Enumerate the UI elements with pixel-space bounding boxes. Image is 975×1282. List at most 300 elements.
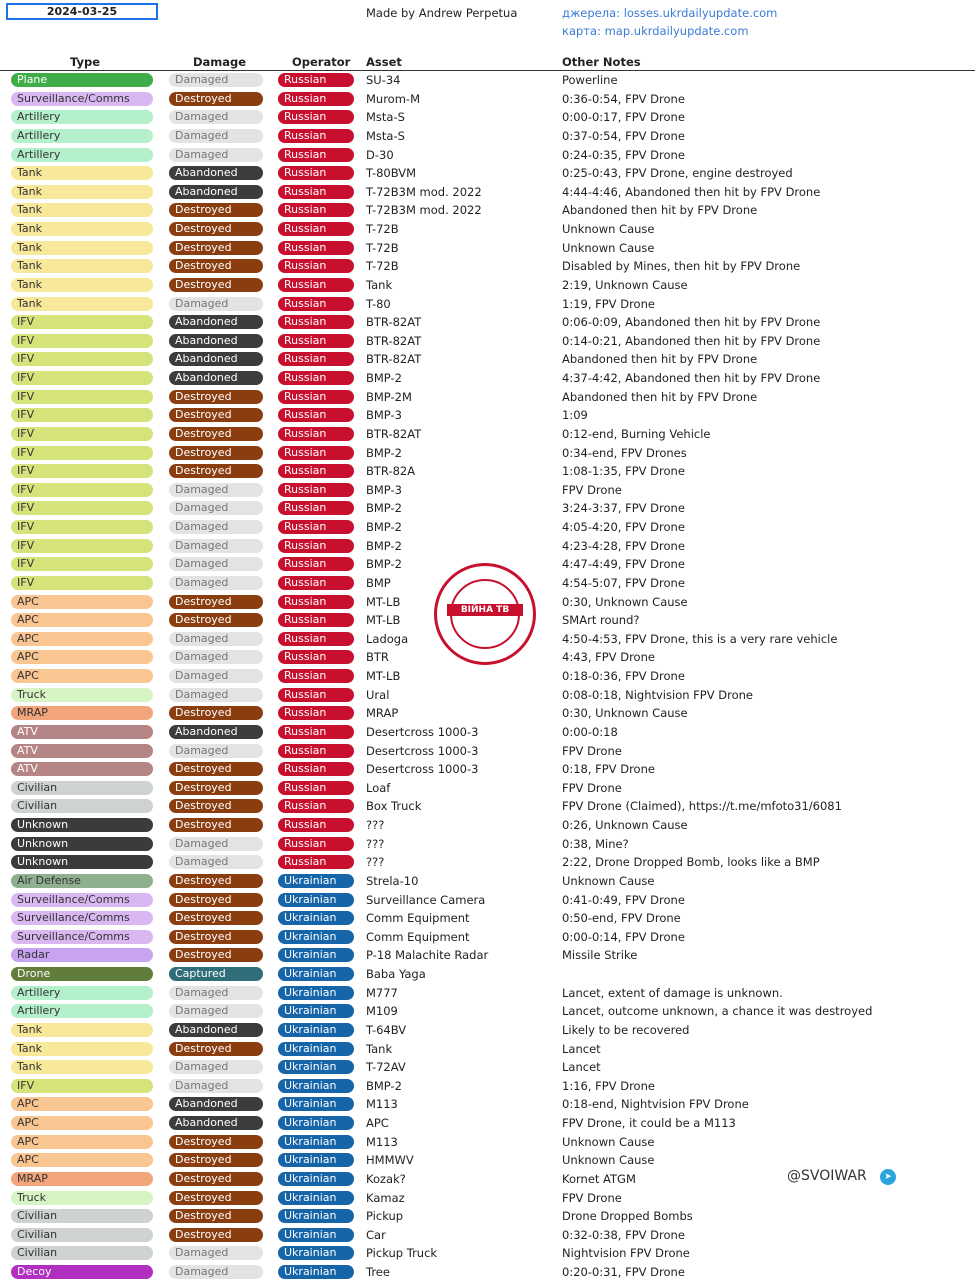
notes-cell[interactable]: 4:23-4:28, FPV Drone bbox=[562, 538, 685, 553]
type-chip[interactable]: Tank bbox=[11, 1060, 153, 1074]
operator-chip[interactable]: Ukrainian bbox=[278, 1004, 354, 1018]
damage-chip[interactable]: Abandoned bbox=[169, 334, 263, 348]
operator-chip[interactable]: Russian bbox=[278, 148, 354, 162]
damage-chip[interactable]: Damaged bbox=[169, 669, 263, 683]
operator-chip[interactable]: Russian bbox=[278, 446, 354, 460]
operator-chip[interactable]: Russian bbox=[278, 613, 354, 627]
type-chip[interactable]: Tank bbox=[11, 1023, 153, 1037]
notes-cell[interactable]: 0:30, Unknown Cause bbox=[562, 706, 688, 721]
damage-chip[interactable]: Damaged bbox=[169, 837, 263, 851]
asset-cell[interactable]: Ladoga bbox=[366, 631, 409, 646]
damage-chip[interactable]: Destroyed bbox=[169, 818, 263, 832]
damage-chip[interactable]: Damaged bbox=[169, 1246, 263, 1260]
damage-chip[interactable]: Damaged bbox=[169, 1079, 263, 1093]
asset-cell[interactable]: MT-LB bbox=[366, 613, 401, 628]
asset-cell[interactable]: BTR-82AT bbox=[366, 426, 422, 441]
type-chip[interactable]: Unknown bbox=[11, 818, 153, 832]
operator-chip[interactable]: Ukrainian bbox=[278, 986, 354, 1000]
type-chip[interactable]: APC bbox=[11, 669, 153, 683]
notes-cell[interactable]: FPV Drone (Claimed), https://t.me/mfoto31/6081 bbox=[562, 799, 842, 814]
operator-chip[interactable]: Russian bbox=[278, 632, 354, 646]
asset-cell[interactable]: M113 bbox=[366, 1097, 398, 1112]
type-chip[interactable]: Civilian bbox=[11, 1228, 153, 1242]
asset-cell[interactable]: ??? bbox=[366, 818, 385, 832]
notes-cell[interactable]: 0:34-end, FPV Drones bbox=[562, 445, 687, 460]
damage-chip[interactable]: Damaged bbox=[169, 632, 263, 646]
asset-cell[interactable]: Msta-S bbox=[366, 110, 405, 125]
notes-cell[interactable]: 0:00-0:14, FPV Drone bbox=[562, 929, 685, 944]
type-chip[interactable]: Tank bbox=[11, 166, 153, 180]
type-chip[interactable]: Tank bbox=[11, 222, 153, 236]
notes-cell[interactable]: Kornet ATGM bbox=[562, 1171, 636, 1186]
notes-cell[interactable]: 0:32-0:38, FPV Drone bbox=[562, 1227, 685, 1242]
damage-chip[interactable]: Abandoned bbox=[169, 352, 263, 366]
notes-cell[interactable]: Unknown Cause bbox=[562, 222, 655, 236]
asset-cell[interactable]: Desertcross 1000-3 bbox=[366, 762, 479, 777]
asset-cell[interactable]: BMP bbox=[366, 575, 391, 590]
operator-chip[interactable]: Ukrainian bbox=[278, 1060, 354, 1074]
notes-cell[interactable]: 0:14-0:21, Abandoned then hit by FPV Drone bbox=[562, 333, 821, 348]
notes-cell[interactable]: 4:43, FPV Drone bbox=[562, 650, 655, 665]
notes-cell[interactable]: 0:20-0:31, FPV Drone bbox=[562, 1265, 685, 1279]
asset-cell[interactable]: D-30 bbox=[366, 147, 394, 162]
asset-cell[interactable]: Desertcross 1000-3 bbox=[366, 724, 479, 739]
notes-cell[interactable]: 0:36-0:54, FPV Drone bbox=[562, 91, 685, 106]
asset-cell[interactable]: MRAP bbox=[366, 706, 399, 721]
damage-chip[interactable]: Destroyed bbox=[169, 799, 263, 813]
asset-cell[interactable]: Car bbox=[366, 1227, 386, 1242]
asset-cell[interactable]: ??? bbox=[366, 855, 385, 870]
notes-cell[interactable]: Unknown Cause bbox=[562, 1153, 655, 1168]
type-chip[interactable]: Unknown bbox=[11, 837, 153, 851]
notes-cell[interactable]: FPV Drone bbox=[562, 743, 622, 758]
type-chip[interactable]: IFV bbox=[11, 464, 153, 478]
type-chip[interactable]: APC bbox=[11, 1097, 153, 1111]
damage-chip[interactable]: Abandoned bbox=[169, 315, 263, 329]
damage-chip[interactable]: Abandoned bbox=[169, 1116, 263, 1130]
type-chip[interactable]: Civilian bbox=[11, 799, 153, 813]
type-chip[interactable]: Plane bbox=[11, 73, 153, 87]
damage-chip[interactable]: Damaged bbox=[169, 520, 263, 534]
operator-chip[interactable]: Ukrainian bbox=[278, 1097, 354, 1111]
damage-chip[interactable]: Destroyed bbox=[169, 595, 263, 609]
operator-chip[interactable]: Russian bbox=[278, 390, 354, 404]
type-chip[interactable]: APC bbox=[11, 613, 153, 627]
notes-cell[interactable]: 0:00-0:17, FPV Drone bbox=[562, 110, 685, 125]
damage-chip[interactable]: Abandoned bbox=[169, 725, 263, 739]
type-chip[interactable]: Surveillance/Comms bbox=[11, 92, 153, 106]
type-chip[interactable]: Artillery bbox=[11, 129, 153, 143]
type-chip[interactable]: IFV bbox=[11, 315, 153, 329]
notes-cell[interactable]: 0:30, Unknown Cause bbox=[562, 594, 688, 609]
type-chip[interactable]: Tank bbox=[11, 1042, 153, 1056]
operator-chip[interactable]: Ukrainian bbox=[278, 930, 354, 944]
asset-cell[interactable]: Desertcross 1000-3 bbox=[366, 743, 479, 758]
damage-chip[interactable]: Abandoned bbox=[169, 1023, 263, 1037]
damage-chip[interactable]: Abandoned bbox=[169, 166, 263, 180]
operator-chip[interactable]: Ukrainian bbox=[278, 1116, 354, 1130]
damage-chip[interactable]: Abandoned bbox=[169, 1097, 263, 1111]
damage-chip[interactable]: Destroyed bbox=[169, 1153, 263, 1167]
damage-chip[interactable]: Destroyed bbox=[169, 706, 263, 720]
type-chip[interactable]: Civilian bbox=[11, 781, 153, 795]
notes-cell[interactable]: 2:22, Drone Dropped Bomb, looks like a BMP bbox=[562, 855, 820, 870]
notes-cell[interactable]: 1:16, FPV Drone bbox=[562, 1078, 655, 1093]
type-chip[interactable]: Radar bbox=[11, 948, 153, 962]
asset-cell[interactable]: T-72B bbox=[366, 240, 399, 255]
asset-cell[interactable]: BMP-2 bbox=[366, 371, 402, 385]
operator-chip[interactable]: Russian bbox=[278, 539, 354, 553]
notes-cell[interactable]: 4:54-5:07, FPV Drone bbox=[562, 575, 685, 590]
type-chip[interactable]: Tank bbox=[11, 278, 153, 292]
damage-chip[interactable]: Destroyed bbox=[169, 613, 263, 627]
operator-chip[interactable]: Ukrainian bbox=[278, 1153, 354, 1167]
notes-cell[interactable]: FPV Drone bbox=[562, 1190, 622, 1205]
damage-chip[interactable]: Destroyed bbox=[169, 781, 263, 795]
operator-chip[interactable]: Ukrainian bbox=[278, 1246, 354, 1260]
damage-chip[interactable]: Damaged bbox=[169, 539, 263, 553]
operator-chip[interactable]: Ukrainian bbox=[278, 1209, 354, 1223]
damage-chip[interactable]: Abandoned bbox=[169, 371, 263, 385]
asset-cell[interactable]: MT-LB bbox=[366, 594, 401, 609]
type-chip[interactable]: ATV bbox=[11, 762, 153, 776]
operator-chip[interactable]: Russian bbox=[278, 650, 354, 664]
type-chip[interactable]: Drone bbox=[11, 967, 153, 981]
operator-chip[interactable]: Russian bbox=[278, 315, 354, 329]
operator-chip[interactable]: Ukrainian bbox=[278, 1023, 354, 1037]
type-chip[interactable]: Artillery bbox=[11, 110, 153, 124]
damage-chip[interactable]: Destroyed bbox=[169, 1172, 263, 1186]
asset-cell[interactable]: BTR-82A bbox=[366, 464, 416, 479]
notes-cell[interactable]: 0:38, Mine? bbox=[562, 836, 629, 851]
operator-chip[interactable]: Russian bbox=[278, 706, 354, 720]
damage-chip[interactable]: Destroyed bbox=[169, 464, 263, 478]
damage-chip[interactable]: Destroyed bbox=[169, 241, 263, 255]
asset-cell[interactable]: Ural bbox=[366, 687, 390, 702]
asset-cell[interactable]: T-80BVM bbox=[366, 166, 417, 181]
type-chip[interactable]: IFV bbox=[11, 390, 153, 404]
operator-chip[interactable]: Russian bbox=[278, 241, 354, 255]
operator-chip[interactable]: Russian bbox=[278, 557, 354, 571]
type-chip[interactable]: Tank bbox=[11, 185, 153, 199]
operator-chip[interactable]: Ukrainian bbox=[278, 1172, 354, 1186]
type-chip[interactable]: Surveillance/Comms bbox=[11, 893, 153, 907]
damage-chip[interactable]: Damaged bbox=[169, 557, 263, 571]
damage-chip[interactable]: Destroyed bbox=[169, 427, 263, 441]
type-chip[interactable]: Artillery bbox=[11, 986, 153, 1000]
damage-chip[interactable]: Damaged bbox=[169, 855, 263, 869]
operator-chip[interactable]: Russian bbox=[278, 185, 354, 199]
damage-chip[interactable]: Damaged bbox=[169, 73, 263, 87]
damage-chip[interactable]: Damaged bbox=[169, 1265, 263, 1279]
asset-cell[interactable]: Tree bbox=[366, 1265, 390, 1279]
map-link[interactable]: карта: map.ukrdailyupdate.com bbox=[562, 24, 749, 38]
type-chip[interactable]: Truck bbox=[11, 1191, 153, 1205]
notes-cell[interactable]: 0:06-0:09, Abandoned then hit by FPV Drone bbox=[562, 315, 821, 330]
type-chip[interactable]: APC bbox=[11, 632, 153, 646]
asset-cell[interactable]: BMP-2 bbox=[366, 520, 402, 534]
asset-cell[interactable]: BMP-3 bbox=[366, 408, 402, 423]
asset-cell[interactable]: T-72B3M mod. 2022 bbox=[366, 184, 482, 199]
asset-cell[interactable]: Msta-S bbox=[366, 128, 405, 143]
operator-chip[interactable]: Ukrainian bbox=[278, 911, 354, 925]
type-chip[interactable]: IFV bbox=[11, 1079, 153, 1093]
operator-chip[interactable]: Russian bbox=[278, 744, 354, 758]
notes-cell[interactable]: Unknown Cause bbox=[562, 1134, 655, 1149]
damage-chip[interactable]: Destroyed bbox=[169, 203, 263, 217]
asset-cell[interactable]: Kozak? bbox=[366, 1171, 406, 1186]
notes-cell[interactable]: Abandoned then hit by FPV Drone bbox=[562, 389, 758, 404]
type-chip[interactable]: IFV bbox=[11, 483, 153, 497]
asset-cell[interactable]: BTR-82AT bbox=[366, 315, 422, 330]
operator-chip[interactable]: Russian bbox=[278, 855, 354, 869]
notes-cell[interactable]: Lancet, extent of damage is unknown. bbox=[562, 985, 783, 1000]
notes-cell[interactable]: 0:12-end, Burning Vehicle bbox=[562, 426, 711, 441]
operator-chip[interactable]: Ukrainian bbox=[278, 967, 354, 981]
operator-chip[interactable]: Ukrainian bbox=[278, 1265, 354, 1279]
type-chip[interactable]: IFV bbox=[11, 576, 153, 590]
operator-chip[interactable]: Russian bbox=[278, 371, 354, 385]
notes-cell[interactable]: Powerline bbox=[562, 73, 618, 87]
operator-chip[interactable]: Russian bbox=[278, 595, 354, 609]
damage-chip[interactable]: Destroyed bbox=[169, 408, 263, 422]
notes-cell[interactable]: 4:05-4:20, FPV Drone bbox=[562, 520, 685, 534]
damage-chip[interactable]: Abandoned bbox=[169, 185, 263, 199]
asset-cell[interactable]: Loaf bbox=[366, 780, 391, 795]
type-chip[interactable]: IFV bbox=[11, 427, 153, 441]
operator-chip[interactable]: Russian bbox=[278, 483, 354, 497]
operator-chip[interactable]: Ukrainian bbox=[278, 1042, 354, 1056]
type-chip[interactable]: APC bbox=[11, 650, 153, 664]
notes-cell[interactable]: 3:24-3:37, FPV Drone bbox=[562, 501, 685, 516]
damage-chip[interactable]: Damaged bbox=[169, 576, 263, 590]
asset-cell[interactable]: M113 bbox=[366, 1134, 398, 1149]
notes-cell[interactable]: 4:44-4:46, Abandoned then hit by FPV Drone bbox=[562, 184, 821, 199]
type-chip[interactable]: Tank bbox=[11, 259, 153, 273]
operator-chip[interactable]: Ukrainian bbox=[278, 893, 354, 907]
operator-chip[interactable]: Ukrainian bbox=[278, 1191, 354, 1205]
notes-cell[interactable]: 0:18-end, Nightvision FPV Drone bbox=[562, 1097, 749, 1112]
asset-cell[interactable]: Strela-10 bbox=[366, 873, 419, 888]
notes-cell[interactable]: 0:37-0:54, FPV Drone bbox=[562, 128, 685, 143]
damage-chip[interactable]: Destroyed bbox=[169, 1191, 263, 1205]
asset-cell[interactable]: BMP-2 bbox=[366, 557, 402, 572]
notes-cell[interactable]: 4:37-4:42, Abandoned then hit by FPV Drone bbox=[562, 371, 821, 385]
operator-chip[interactable]: Russian bbox=[278, 837, 354, 851]
damage-chip[interactable]: Destroyed bbox=[169, 390, 263, 404]
operator-chip[interactable]: Russian bbox=[278, 688, 354, 702]
damage-chip[interactable]: Damaged bbox=[169, 688, 263, 702]
asset-cell[interactable]: SU-34 bbox=[366, 73, 401, 87]
asset-cell[interactable]: BMP-2 bbox=[366, 1078, 402, 1093]
asset-cell[interactable]: M777 bbox=[366, 985, 398, 1000]
type-chip[interactable]: Civilian bbox=[11, 1209, 153, 1223]
operator-chip[interactable]: Russian bbox=[278, 203, 354, 217]
damage-chip[interactable]: Damaged bbox=[169, 744, 263, 758]
damage-chip[interactable]: Destroyed bbox=[169, 259, 263, 273]
type-chip[interactable]: Artillery bbox=[11, 1004, 153, 1018]
damage-chip[interactable]: Destroyed bbox=[169, 911, 263, 925]
asset-cell[interactable]: Tank bbox=[366, 277, 393, 292]
type-chip[interactable]: Tank bbox=[11, 203, 153, 217]
notes-cell[interactable]: 2:19, Unknown Cause bbox=[562, 277, 688, 292]
damage-chip[interactable]: Captured bbox=[169, 967, 263, 981]
type-chip[interactable]: APC bbox=[11, 595, 153, 609]
damage-chip[interactable]: Damaged bbox=[169, 650, 263, 664]
notes-cell[interactable]: Likely to be recovered bbox=[562, 1022, 690, 1037]
damage-chip[interactable]: Damaged bbox=[169, 110, 263, 124]
operator-chip[interactable]: Russian bbox=[278, 352, 354, 366]
notes-cell[interactable]: 0:41-0:49, FPV Drone bbox=[562, 892, 685, 907]
damage-chip[interactable]: Destroyed bbox=[169, 278, 263, 292]
notes-cell[interactable]: 0:18-0:36, FPV Drone bbox=[562, 669, 685, 683]
asset-cell[interactable]: T-72B bbox=[366, 259, 399, 274]
asset-cell[interactable]: Kamaz bbox=[366, 1190, 405, 1205]
asset-cell[interactable]: Baba Yaga bbox=[366, 967, 426, 981]
notes-cell[interactable]: 0:26, Unknown Cause bbox=[562, 818, 688, 832]
type-chip[interactable]: Surveillance/Comms bbox=[11, 930, 153, 944]
operator-chip[interactable]: Russian bbox=[278, 259, 354, 273]
damage-chip[interactable]: Destroyed bbox=[169, 930, 263, 944]
type-chip[interactable]: IFV bbox=[11, 520, 153, 534]
operator-chip[interactable]: Russian bbox=[278, 73, 354, 87]
operator-chip[interactable]: Russian bbox=[278, 818, 354, 832]
type-chip[interactable]: IFV bbox=[11, 557, 153, 571]
operator-chip[interactable]: Russian bbox=[278, 669, 354, 683]
notes-cell[interactable]: Unknown Cause bbox=[562, 873, 655, 888]
operator-chip[interactable]: Russian bbox=[278, 110, 354, 124]
operator-chip[interactable]: Russian bbox=[278, 501, 354, 515]
type-chip[interactable]: Truck bbox=[11, 688, 153, 702]
asset-cell[interactable]: T-72AV bbox=[366, 1060, 406, 1075]
notes-cell[interactable]: Unknown Cause bbox=[562, 240, 655, 255]
notes-cell[interactable]: Abandoned then hit by FPV Drone bbox=[562, 352, 758, 367]
operator-chip[interactable]: Russian bbox=[278, 725, 354, 739]
asset-cell[interactable]: Comm Equipment bbox=[366, 911, 470, 926]
type-chip[interactable]: APC bbox=[11, 1116, 153, 1130]
type-chip[interactable]: Tank bbox=[11, 241, 153, 255]
asset-cell[interactable]: HMMWV bbox=[366, 1153, 414, 1168]
asset-cell[interactable]: BTR-82AT bbox=[366, 333, 422, 348]
notes-cell[interactable]: 4:47-4:49, FPV Drone bbox=[562, 557, 685, 572]
date-cell[interactable]: 2024-03-25 bbox=[6, 3, 158, 20]
asset-cell[interactable]: M109 bbox=[366, 1004, 398, 1019]
notes-cell[interactable]: Missile Strike bbox=[562, 948, 638, 963]
sources-link[interactable]: джерела: losses.ukrdailyupdate.com bbox=[562, 6, 778, 20]
type-chip[interactable]: IFV bbox=[11, 501, 153, 515]
type-chip[interactable]: IFV bbox=[11, 352, 153, 366]
asset-cell[interactable]: ??? bbox=[366, 836, 385, 851]
damage-chip[interactable]: Destroyed bbox=[169, 948, 263, 962]
damage-chip[interactable]: Damaged bbox=[169, 1004, 263, 1018]
operator-chip[interactable]: Russian bbox=[278, 334, 354, 348]
type-chip[interactable]: IFV bbox=[11, 446, 153, 460]
type-chip[interactable]: IFV bbox=[11, 371, 153, 385]
operator-chip[interactable]: Russian bbox=[278, 222, 354, 236]
damage-chip[interactable]: Destroyed bbox=[169, 446, 263, 460]
operator-chip[interactable]: Russian bbox=[278, 297, 354, 311]
notes-cell[interactable]: Lancet bbox=[562, 1041, 601, 1056]
damage-chip[interactable]: Damaged bbox=[169, 1060, 263, 1074]
operator-chip[interactable]: Russian bbox=[278, 129, 354, 143]
type-chip[interactable]: IFV bbox=[11, 408, 153, 422]
asset-cell[interactable]: BTR-82AT bbox=[366, 352, 422, 367]
notes-cell[interactable]: 0:18, FPV Drone bbox=[562, 762, 655, 777]
operator-chip[interactable]: Russian bbox=[278, 278, 354, 292]
damage-chip[interactable]: Destroyed bbox=[169, 1135, 263, 1149]
operator-chip[interactable]: Russian bbox=[278, 520, 354, 534]
notes-cell[interactable]: FPV Drone bbox=[562, 780, 622, 795]
asset-cell[interactable]: T-72B bbox=[366, 222, 399, 236]
operator-chip[interactable]: Ukrainian bbox=[278, 948, 354, 962]
asset-cell[interactable]: T-72B3M mod. 2022 bbox=[366, 203, 482, 218]
notes-cell[interactable]: 0:08-0:18, Nightvision FPV Drone bbox=[562, 687, 753, 702]
type-chip[interactable]: APC bbox=[11, 1153, 153, 1167]
asset-cell[interactable]: T-80 bbox=[366, 296, 391, 311]
type-chip[interactable]: MRAP bbox=[11, 706, 153, 720]
operator-chip[interactable]: Ukrainian bbox=[278, 1228, 354, 1242]
asset-cell[interactable]: P-18 Malachite Radar bbox=[366, 948, 489, 963]
damage-chip[interactable]: Damaged bbox=[169, 148, 263, 162]
damage-chip[interactable]: Destroyed bbox=[169, 1228, 263, 1242]
notes-cell[interactable]: 1:19, FPV Drone bbox=[562, 296, 655, 311]
asset-cell[interactable]: APC bbox=[366, 1116, 389, 1130]
asset-cell[interactable]: T-64BV bbox=[366, 1022, 407, 1037]
type-chip[interactable]: ATV bbox=[11, 744, 153, 758]
asset-cell[interactable]: Surveillance Camera bbox=[366, 892, 486, 907]
asset-cell[interactable]: BMP-2M bbox=[366, 389, 412, 404]
notes-cell[interactable]: SMArt round? bbox=[562, 613, 640, 628]
asset-cell[interactable]: Murom-M bbox=[366, 91, 420, 106]
type-chip[interactable]: Unknown bbox=[11, 855, 153, 869]
type-chip[interactable]: APC bbox=[11, 1135, 153, 1149]
type-chip[interactable]: MRAP bbox=[11, 1172, 153, 1186]
type-chip[interactable]: Surveillance/Comms bbox=[11, 911, 153, 925]
operator-chip[interactable]: Russian bbox=[278, 166, 354, 180]
damage-chip[interactable]: Destroyed bbox=[169, 893, 263, 907]
damage-chip[interactable]: Damaged bbox=[169, 129, 263, 143]
damage-chip[interactable]: Destroyed bbox=[169, 92, 263, 106]
operator-chip[interactable]: Russian bbox=[278, 408, 354, 422]
type-chip[interactable]: ATV bbox=[11, 725, 153, 739]
damage-chip[interactable]: Damaged bbox=[169, 483, 263, 497]
notes-cell[interactable]: 0:25-0:43, FPV Drone, engine destroyed bbox=[562, 166, 793, 181]
notes-cell[interactable]: 1:08-1:35, FPV Drone bbox=[562, 464, 685, 479]
asset-cell[interactable]: Comm Equipment bbox=[366, 929, 470, 944]
notes-cell[interactable]: 0:50-end, FPV Drone bbox=[562, 911, 681, 926]
notes-cell[interactable]: Disabled by Mines, then hit by FPV Drone bbox=[562, 259, 801, 274]
notes-cell[interactable]: Lancet, outcome unknown, a chance it was destroyed bbox=[562, 1004, 873, 1019]
damage-chip[interactable]: Destroyed bbox=[169, 222, 263, 236]
type-chip[interactable]: Decoy bbox=[11, 1265, 153, 1279]
type-chip[interactable]: Air Defense bbox=[11, 874, 153, 888]
operator-chip[interactable]: Russian bbox=[278, 427, 354, 441]
type-chip[interactable]: Civilian bbox=[11, 1246, 153, 1260]
damage-chip[interactable]: Damaged bbox=[169, 297, 263, 311]
notes-cell[interactable]: FPV Drone, it could be a M113 bbox=[562, 1116, 736, 1130]
notes-cell[interactable]: Drone Dropped Bombs bbox=[562, 1209, 693, 1224]
notes-cell[interactable]: 4:50-4:53, FPV Drone, this is a very rare vehicle bbox=[562, 631, 838, 646]
asset-cell[interactable]: MT-LB bbox=[366, 669, 401, 683]
notes-cell[interactable]: 1:09 bbox=[562, 408, 588, 423]
operator-chip[interactable]: Russian bbox=[278, 576, 354, 590]
operator-chip[interactable]: Ukrainian bbox=[278, 874, 354, 888]
operator-chip[interactable]: Russian bbox=[278, 799, 354, 813]
operator-chip[interactable]: Russian bbox=[278, 92, 354, 106]
asset-cell[interactable]: BMP-2 bbox=[366, 538, 402, 553]
damage-chip[interactable]: Destroyed bbox=[169, 762, 263, 776]
operator-chip[interactable]: Russian bbox=[278, 464, 354, 478]
